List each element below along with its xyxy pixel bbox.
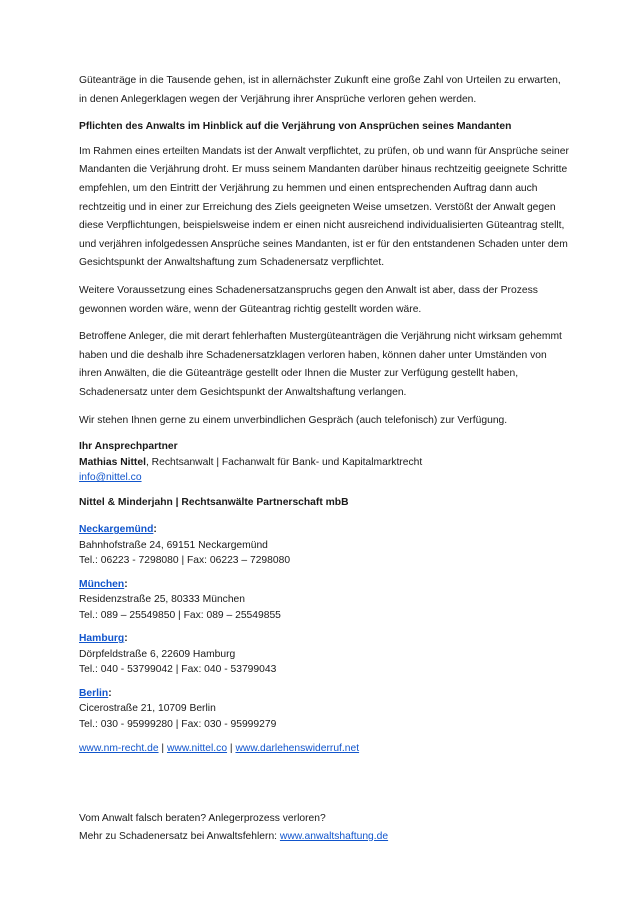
website-link-nm-recht[interactable]: www.nm-recht.de bbox=[79, 743, 159, 755]
websites-line bbox=[79, 740, 569, 759]
office-city-line bbox=[79, 577, 569, 593]
footer-block bbox=[79, 810, 569, 846]
paragraph-offer: Wir stehen Ihnen gerne zu einem unverbindlichen Gespräch (auch telefonisch) zur Verfügung. bbox=[79, 414, 508, 426]
office-hamburg bbox=[79, 631, 569, 678]
office-berlin bbox=[79, 686, 569, 733]
contact-title: Ihr Ansprechpartner bbox=[79, 441, 178, 453]
footer-more-text: Mehr zu Schadenersatz bei Anwaltsfehlern: bbox=[79, 830, 280, 842]
contact-email-line bbox=[79, 470, 569, 486]
colon-text: : bbox=[153, 524, 157, 536]
office-city-line bbox=[79, 631, 569, 647]
document-page bbox=[79, 72, 569, 846]
office-address: Bahnhofstraße 24, 69151 Neckargemünd bbox=[79, 539, 268, 551]
office-city-link[interactable]: München bbox=[79, 578, 125, 590]
office-phone: Tel.: 089 – 25549850 | Fax: 089 – 25549855 bbox=[79, 609, 281, 621]
contact-block bbox=[79, 439, 569, 486]
paragraph-duties: Im Rahmen eines erteilten Mandats ist der Anwalt verpflichtet, zu prüfen, ob und wann für Ansprüche seiner Mandanten die Verjährung droht. Er muss seinem Mandanten darüber hinaus rechtzeitig geeignete Schritte empfehlen, um den Eintritt der Verjährung zu hemmen und einen entsprechenden Auftrag dann auch rechtzeitig und in einer zur Erreichung des Ziels geeigneten Weise umsetzen. Verstößt der Anwalt gegen diese Verpflichtungen, beispielsweise indem er einen nicht ausreichend individualisierten Güteantrag stellt, und verjähren infolgedessen Ansprüche seines Mandanten, ist er für den entstandenen Schaden unter dem Gesichtspunkt der Anwaltshaftung zum Schadenersatz verpflichtet. bbox=[79, 145, 569, 269]
firm-name: Nittel & Minderjahn | Rechtsanwälte Partnerschaft mbB bbox=[79, 496, 349, 508]
separator-text: | bbox=[158, 743, 167, 755]
footer-question: Vom Anwalt falsch beraten? Anlegerprozess verloren? bbox=[79, 812, 326, 824]
paragraph-condition: Weitere Voraussetzung eines Schadenersatzanspruchs gegen den Anwalt ist aber, dass der Prozess gewonnen worden wäre, wenn der Güteantrag richtig gestellt worden wäre. bbox=[79, 284, 538, 315]
office-city-link[interactable]: Berlin bbox=[79, 687, 109, 699]
contact-name: Mathias Nittel bbox=[79, 456, 146, 468]
office-city-line bbox=[79, 522, 569, 538]
contact-line bbox=[79, 455, 569, 471]
colon-text: : bbox=[124, 578, 128, 590]
office-neckargemuend bbox=[79, 522, 569, 569]
office-muenchen bbox=[79, 577, 569, 624]
colon-text: : bbox=[124, 633, 128, 645]
office-address: Dörpfeldstraße 6, 22609 Hamburg bbox=[79, 648, 236, 660]
paragraph-affected-investors: Betroffene Anleger, die mit derart fehlerhaften Mustergüteanträgen die Verjährung nicht wirksam gehemmt haben und die deshalb ihre Schadenersatzklagen verloren haben, können daher unter Umständen von ihren Anwälten, die die Güteanträge gestellt oder Ihnen die Muster zur Verfügung gestellt haben, Schadenersatz unter dem Gesichtspunkt der Anwaltshaftung verlangen. bbox=[79, 331, 562, 398]
separator-text: | bbox=[227, 743, 236, 755]
spacer bbox=[79, 768, 569, 810]
paragraph-intro: Güteanträge in die Tausende gehen, ist in allernächster Zukunft eine große Zahl von Urteilen zu erwarten, in denen Anlegerklagen wegen der Verjährung ihrer Ansprüche verloren gehen werden. bbox=[79, 75, 561, 105]
section-heading: Pflichten des Anwalts im Hinblick auf die Verjährung von Ansprüchen seines Mandanten bbox=[79, 121, 512, 133]
footer-link-anwaltshaftung[interactable]: www.anwaltshaftung.de bbox=[279, 830, 389, 842]
office-address: Cicerostraße 21, 10709 Berlin bbox=[79, 703, 216, 715]
office-phone: Tel.: 040 - 53799042 | Fax: 040 - 53799043 bbox=[79, 664, 277, 676]
office-phone: Tel.: 030 - 95999280 | Fax: 030 - 95999279 bbox=[79, 718, 277, 730]
footer-more-line bbox=[79, 828, 569, 846]
contact-role: , Rechtsanwalt | Fachanwalt für Bank- und Kapitalmarktrecht bbox=[145, 456, 423, 468]
colon-text: : bbox=[108, 687, 112, 699]
office-city-line bbox=[79, 686, 569, 702]
contact-email-link[interactable]: info@nittel.co bbox=[79, 472, 142, 484]
office-city-link[interactable]: Neckargemünd bbox=[79, 524, 154, 536]
website-link-nittel[interactable]: www.nittel.co bbox=[166, 743, 228, 755]
office-address: Residenzstraße 25, 80333 München bbox=[79, 594, 245, 606]
website-link-darlehenswiderruf[interactable]: www.darlehenswiderruf.net bbox=[235, 743, 360, 755]
office-phone: Tel.: 06223 - 7298080 | Fax: 06223 – 7298080 bbox=[79, 555, 291, 567]
office-city-link[interactable]: Hamburg bbox=[79, 633, 125, 645]
